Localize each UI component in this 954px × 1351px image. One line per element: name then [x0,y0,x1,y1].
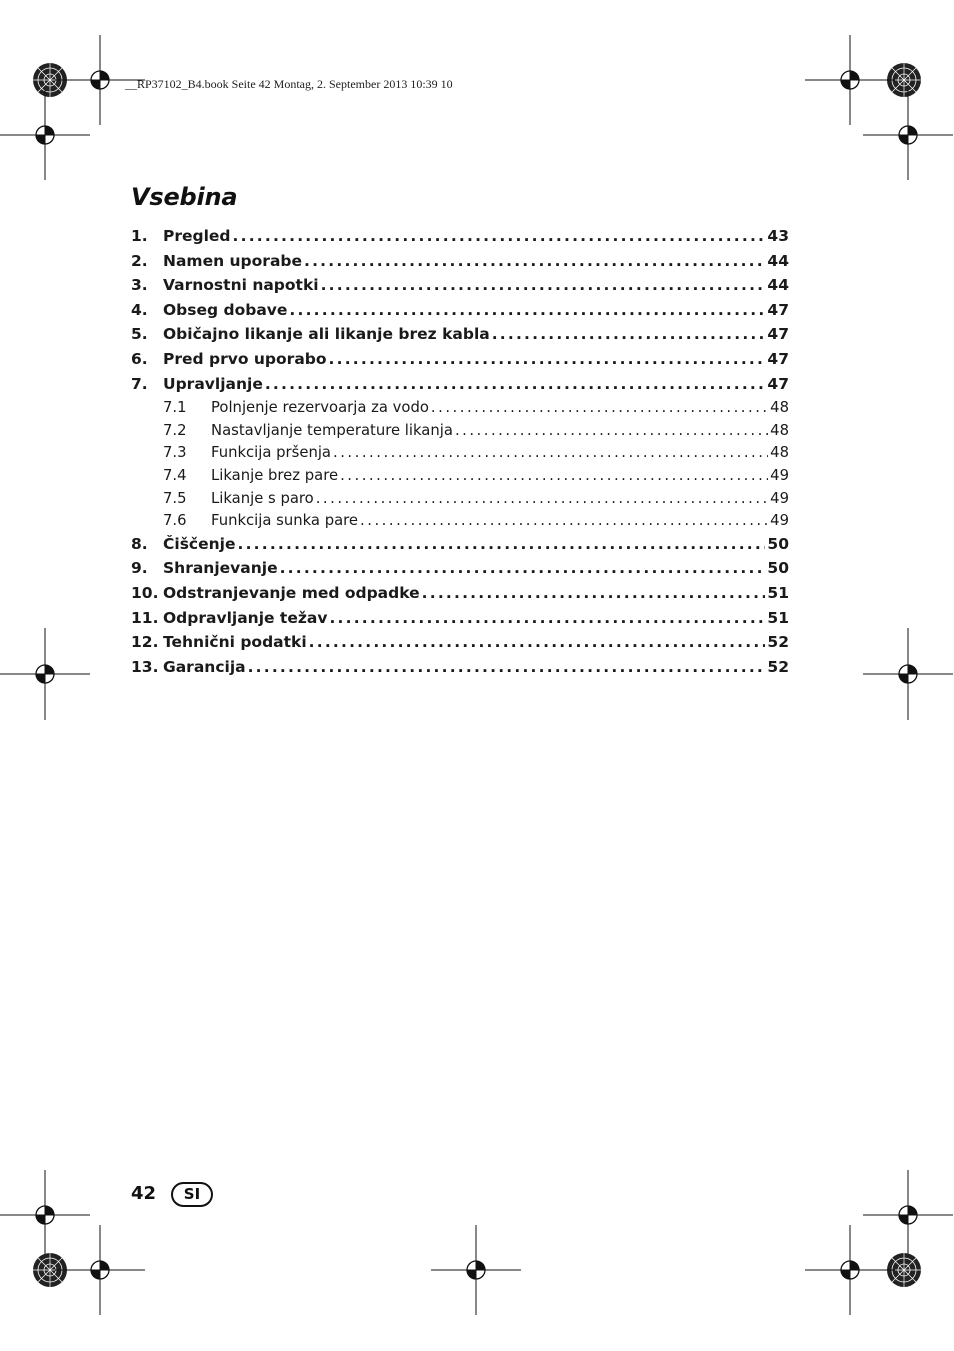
toc-entry[interactable] [131,350,789,375]
dot-leader [329,609,765,627]
registration-crosshair-icon [467,1261,485,1279]
toc-entry-number: 7.5 [163,489,187,507]
toc-entry-number: 1. [131,227,148,245]
toc-entry-number: 10. [131,583,159,602]
toc-entry-label: Funkcija pršenja [211,444,332,462]
toc-entry-label: Upravljanje [163,374,263,393]
dot-leader [321,276,766,294]
toc-entry-label: Običajno likanje ali likanje brez kabla [163,325,490,344]
toc-entry-page: 52 [767,633,789,652]
toc-entry-page: 44 [767,251,789,270]
toc-entry-label: Obseg dobave [163,300,288,319]
toc-entry-page: 49 [770,489,789,507]
toc-entry-label: Nastavljanje temperature likanja [211,421,453,439]
toc-entry-label: Likanje s paro [211,489,314,507]
page-number: 42 [131,1183,157,1204]
registration-crosshair-icon [36,126,54,144]
registration-crosshair-icon [36,665,54,683]
registration-crosshair-icon [841,1261,859,1279]
dot-leader [422,584,766,602]
language-badge: SI [171,1182,213,1207]
dot-leader [329,350,766,368]
dot-leader [237,535,765,553]
toc-entry-page: 47 [767,374,789,393]
toc-entry-number: 11. [131,608,159,627]
toc-entry-page: 47 [767,349,789,368]
toc-entry-number: 7.2 [163,421,187,439]
toc-entry-label: Namen uporabe [163,251,303,270]
toc-entry[interactable] [131,609,789,634]
toc-entry-number: 9. [131,559,148,578]
toc-entry-number: 2. [131,251,148,270]
toc-entry-page: 47 [767,300,789,319]
toc-entry[interactable] [131,535,789,560]
toc-entry-label: Funkcija sunka pare [211,512,359,530]
toc-entry[interactable] [131,375,789,400]
toc-entry[interactable] [131,584,789,609]
toc-entry[interactable] [131,325,789,350]
toc-entry-label: Odstranjevanje med odpadke [163,583,420,602]
dot-leader [289,301,765,319]
toc-entry[interactable] [131,252,789,277]
registration-crosshair-icon [91,1261,109,1279]
dot-leader [304,252,765,270]
print-header: __RP37102_B4.book Seite 42 Montag, 2. September 2013 10:39 10 [125,77,453,91]
toc-entry-number: 6. [131,349,148,368]
toc-entry-label: Pregled [163,227,231,245]
registration-crosshair-icon [899,126,917,144]
toc-entry[interactable] [131,559,789,584]
toc-entry-page: 49 [770,466,789,484]
toc-entry-label: Shranjevanje [163,559,278,578]
dot-leader [248,658,766,676]
dot-leader [233,227,766,245]
toc-entry-number: 4. [131,300,148,319]
dot-leader [340,467,768,484]
toc-entry-label: Tehnični podatki [163,633,307,652]
toc-entry-label: Čiščenje [163,534,236,553]
dot-leader [455,422,768,439]
toc-subentry[interactable] [131,399,789,422]
registration-crosshair-icon [899,1206,917,1224]
dot-leader [492,325,766,343]
table-of-contents [131,227,789,682]
dot-leader [265,375,766,393]
registration-crosshair-icon [841,71,859,89]
toc-entry-page: 48 [770,399,789,417]
toc-entry-number: 7.6 [163,512,187,530]
toc-entry-page: 44 [767,276,789,295]
toc-entry-label: Pred prvo uporabo [163,349,327,368]
dot-leader [360,512,768,529]
toc-entry[interactable] [131,658,789,683]
page-title: Vsebina [131,183,238,211]
toc-entry[interactable] [131,276,789,301]
toc-subentry[interactable] [131,422,789,445]
toc-entry-page: 51 [767,608,789,627]
toc-entry[interactable] [131,301,789,326]
toc-entry-page: 43 [767,227,789,245]
toc-entry-number: 12. [131,633,159,652]
toc-subentry[interactable] [131,467,789,490]
toc-entry-page: 48 [770,444,789,462]
registration-crosshair-icon [91,71,109,89]
toc-entry-label: Polnjenje rezervoarja za vodo [211,399,429,417]
dot-leader [431,399,768,416]
toc-entry-number: 7.4 [163,466,187,484]
dot-leader [333,444,768,461]
toc-entry-number: 3. [131,276,148,295]
toc-subentry[interactable] [131,512,789,535]
dot-leader [280,559,766,577]
toc-entry-page: 47 [767,325,789,344]
toc-entry-number: 7.3 [163,444,187,462]
toc-entry-label: Garancija [163,657,246,676]
toc-subentry[interactable] [131,490,789,513]
toc-entry-page: 48 [770,421,789,439]
toc-entry-page: 50 [767,534,789,553]
dot-leader [316,490,768,507]
toc-entry-page: 50 [767,559,789,578]
toc-entry-number: 13. [131,657,159,676]
toc-entry-label: Varnostni napotki [163,276,319,295]
toc-entry[interactable] [131,227,789,252]
toc-entry-page: 52 [767,657,789,676]
toc-entry-label: Likanje brez pare [211,466,339,484]
toc-entry-page: 49 [770,512,789,530]
toc-entry[interactable] [131,633,789,658]
toc-entry-label: Odpravljanje težav [163,608,328,627]
registration-crosshair-icon [36,1206,54,1224]
toc-entry-page: 51 [767,583,789,602]
toc-entry-number: 7.1 [163,399,187,417]
toc-entry-number: 7. [131,374,148,393]
toc-subentry[interactable] [131,444,789,467]
toc-entry-number: 5. [131,325,148,344]
registration-crosshair-icon [899,665,917,683]
toc-entry-number: 8. [131,534,148,553]
dot-leader [309,633,766,651]
